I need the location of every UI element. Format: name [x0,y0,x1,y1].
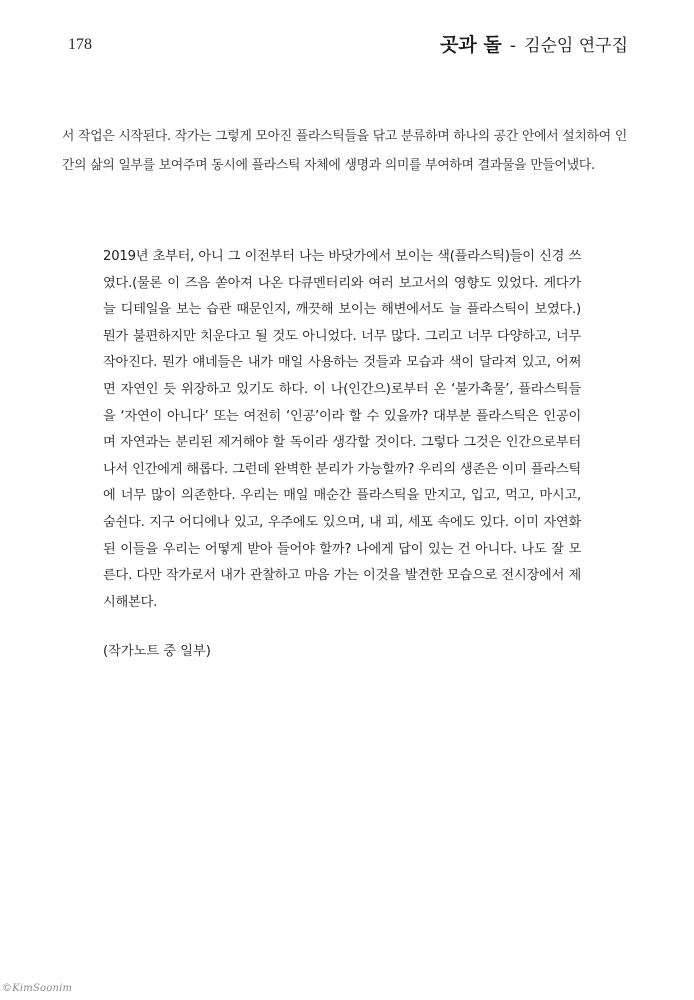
page-header [0,0,694,80]
artist-note-quote: 2019년 초부터, 아니 그 이전부터 나는 바닷가에서 보이는 색(플라스틱)들이 신경 쓰였다.(물론 이 즈음 쏟아져 나온 다큐멘터리와 여러 보고서의 영향도 있었다. 게다가 늘 디테일을 보는 습관 때문인지, 깨끗해 보이는 해변에서도 늘 플라스틱이 보였다.) 뭔가 불편하지만 치운다고 될 것도 아니었다. 너무 많다. 그리고 너무 다양하고, 너무 작아진다. 뭔가 얘네들은 내가 매일 사용하는 것들과 모습과 색이 달라져 있고, 어쩌면 자연인 듯 위장하고 있기도 하다. 이 나(인간으)로부터 온 ‘불가촉물’, 플라스틱들을 ‘자연이 아니다’ 또는 여전히 ‘인공’이라 할 수 있을까? 대부분 플라스틱은 인공이며 자연과는 분리된 제거해야 할 독이라 생각할 것이다. 그렇다 그것은 인간으로부터 나서 인간에게 해롭다. 그런데 완벽한 분리가 가능할까? 우리의 생존은 이미 플라스틱에 너무 많이 의존한다. 우리는 매일 매순간 플라스틱을 만지고, 입고, 먹고, 마시고, 숨쉰다. 지구 어디에나 있고, 우주에도 있으며, 내 피, 세포 속에도 있다. 이미 자연화 된 이들을 우리는 어떻게 받아 들어야 할까? 나에게 답이 있는 건 아니다. 나도 잘 모른다. 다만 작가로서 내가 관찰하고 마음 가는 이것을 발견한 모습으로 전시장에서 제시해본다. [103,249,581,610]
book-title: 곳과 돌 [440,34,502,56]
body-paragraph: 서 작업은 시작된다. 작가는 그렇게 모아진 플라스틱들을 닦고 분류하며 하나의 공간 안에서 설치하여 인간의 삶의 일부를 보여주며 동시에 플라스틱 자체에 생명과 의미를 부여하며 결과물을 만들어냈다. [62,129,627,173]
copyright-watermark: ©KimSoonim [2,983,73,994]
book-subtitle: 김순임 연구집 [524,36,628,56]
quote-source: (작가노트 중 일부) [103,644,211,659]
page-number: 178 [68,36,92,53]
running-title [440,30,628,57]
title-separator: - [509,36,516,56]
